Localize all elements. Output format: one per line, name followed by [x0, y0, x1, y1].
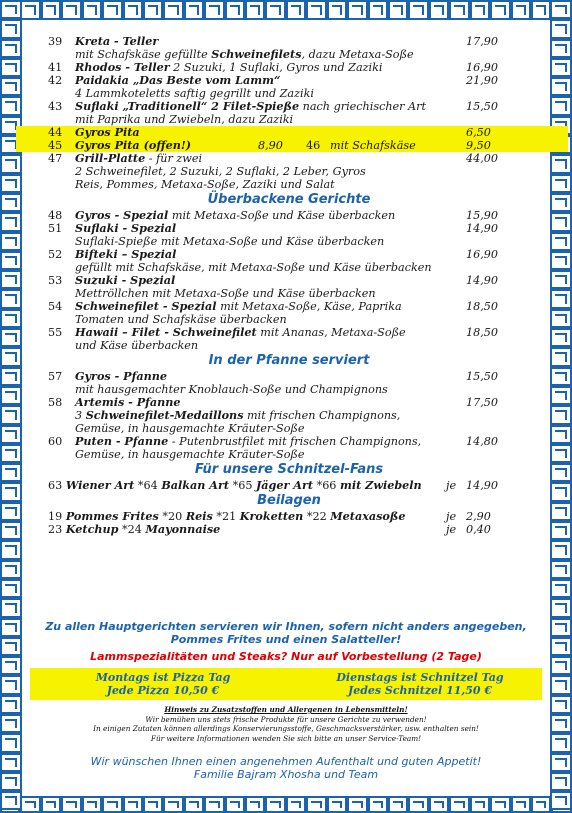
greek-key-tile — [0, 251, 22, 270]
item-price: 21,90 — [466, 74, 499, 87]
greek-key-tile — [0, 637, 22, 656]
item-name-suffix: Spezial — [130, 273, 176, 287]
item-description: 2 Schweinefilet, 2 Suzuki, 2 Suflaki, 2 Leber, Gyros — [75, 165, 366, 178]
greek-key-tile — [0, 309, 22, 328]
item-name: Wiener Art — [65, 478, 135, 492]
greek-key-tile — [306, 796, 326, 813]
greek-key-tile — [0, 656, 22, 675]
greek-key-tile — [225, 796, 245, 813]
greek-key-tile — [204, 796, 224, 813]
greek-key-tile — [550, 791, 572, 810]
border-top — [0, 0, 572, 20]
greek-key-tile — [0, 0, 22, 19]
greek-key-tile — [550, 39, 572, 58]
greek-key-tile — [265, 796, 285, 813]
greek-key-tile — [0, 405, 22, 424]
greek-key-tile — [204, 0, 224, 20]
item-name: Kroketten — [239, 509, 304, 523]
greek-key-tile — [0, 270, 22, 289]
item-name: Artemis — [75, 395, 125, 409]
tagesangebote-box — [30, 668, 542, 700]
item-name: Bifteki — [75, 247, 118, 261]
item-price: 18,50 — [466, 326, 499, 339]
item-name: Hawaii — [75, 325, 119, 339]
greek-key-tile — [20, 796, 40, 813]
item-description: mit Schafskäse gefüllte Schweinefilets, dazu Metaxa-Soße — [75, 47, 414, 61]
item-number: 48 — [48, 209, 63, 222]
greek-key-tile — [0, 463, 22, 482]
closing-greeting: Wir wünschen Ihnen einen angenehmen Aufenthalt und guten Appetit! Familie Bajram Xhosha und Team — [90, 755, 482, 781]
greek-key-tile — [531, 0, 551, 20]
menu-group-teller — [48, 35, 530, 126]
item-price: 14,90 — [466, 479, 499, 492]
greek-key-tile — [163, 796, 183, 813]
greek-key-tile — [347, 796, 367, 813]
item-je: je — [446, 479, 457, 492]
greek-key-tile — [470, 0, 490, 20]
greek-key-tile — [550, 598, 572, 617]
greek-key-tile — [245, 0, 265, 20]
greek-key-tile — [550, 695, 572, 714]
item-name: Balkan Art — [161, 478, 230, 492]
item-price: 14,90 — [466, 222, 499, 235]
greek-key-tile — [550, 502, 572, 521]
item-description: gefüllt mit Schafskäse, mit Metaxa-Soße und Käse überbacken — [75, 261, 432, 274]
greek-key-tile — [123, 0, 143, 20]
greek-key-tile — [550, 367, 572, 386]
menu-item — [48, 35, 530, 61]
greek-key-tile — [0, 19, 22, 38]
greek-key-tile — [143, 796, 163, 813]
item-name: Schweinefilet — [75, 299, 159, 313]
item-name: Reis — [185, 509, 213, 523]
greek-key-tile — [143, 0, 163, 20]
greek-key-tile — [490, 0, 510, 20]
item-number: 60 — [48, 435, 63, 448]
greek-key-tile — [0, 174, 22, 193]
menu-item — [48, 274, 530, 300]
greek-key-tile — [265, 0, 285, 20]
greek-key-tile — [327, 0, 347, 20]
item-number: 46 — [306, 139, 321, 152]
greek-key-tile — [245, 796, 265, 813]
greek-key-tile — [550, 772, 572, 791]
item-price: 9,50 — [466, 139, 491, 152]
menu-item — [48, 396, 530, 435]
menu-item — [48, 510, 530, 523]
item-number: 58 — [48, 396, 63, 409]
greek-key-tile — [0, 367, 22, 386]
greek-key-tile — [0, 482, 22, 501]
greek-key-tile — [0, 502, 22, 521]
item-description: Suflaki-Spieße mit Metaxa-Soße und Käse überbacken — [75, 235, 385, 248]
greek-key-tile — [368, 796, 388, 813]
greek-key-tile — [550, 154, 572, 173]
item-separator: - — [158, 299, 172, 313]
greek-key-tile — [388, 796, 408, 813]
greek-key-tile — [429, 0, 449, 20]
item-price: 6,50 — [466, 126, 491, 139]
item-name: Gyros — [75, 369, 111, 383]
greek-key-tile — [490, 796, 510, 813]
item-name-suffix: Teller — [122, 34, 159, 48]
item-number: *65 — [232, 479, 253, 492]
item-separator: - — [117, 273, 131, 287]
hauptgerichte-note: Zu allen Hauptgerichten servieren wir Ihnen, sofern nicht anders angegeben, — [45, 620, 527, 633]
menu-item — [48, 74, 530, 100]
greek-key-tile — [102, 0, 122, 20]
greek-key-tile — [550, 309, 572, 328]
menu-item — [48, 300, 530, 326]
greek-key-tile — [550, 463, 572, 482]
footer-info — [22, 620, 550, 663]
item-separator: - — [111, 434, 125, 448]
item-name-suffix: Pfanne — [123, 369, 168, 383]
item-description: Gemüse, in hausgemachte Kräuter-Soße — [75, 448, 305, 461]
item-separator: - — [110, 208, 124, 222]
greek-key-tile — [550, 77, 572, 96]
greek-key-tile — [368, 0, 388, 20]
greek-key-tile — [102, 796, 122, 813]
greek-key-tile — [0, 772, 22, 791]
greek-key-tile — [429, 796, 449, 813]
item-number: 42 — [48, 74, 63, 87]
greek-key-tile — [550, 560, 572, 579]
menu-content — [48, 35, 530, 536]
item-number: 55 — [48, 326, 63, 339]
greek-key-tile — [0, 444, 22, 463]
item-price: 2,90 — [466, 510, 491, 523]
item-name: Suflaki — [75, 221, 119, 235]
greek-key-tile — [550, 425, 572, 444]
menu-item: 45 Gyros Pita (offen!) 8,90 46 mit Schafskäse 9,50 — [48, 138, 491, 152]
item-name: Gyros Pita — [75, 125, 140, 139]
section-title-schnitzel: Für unsere Schnitzel-Fans — [194, 462, 384, 477]
item-name: Ketchup — [65, 522, 119, 536]
item-price: 0,40 — [466, 523, 491, 536]
greek-key-tile — [0, 791, 22, 810]
menu-item — [48, 326, 530, 352]
greek-key-tile — [306, 0, 326, 20]
item-number: *24 — [122, 523, 142, 536]
greek-key-tile — [550, 58, 572, 77]
item-name-suffix: Filet - Schweinefilet — [131, 325, 257, 339]
greek-key-tile — [550, 212, 572, 231]
greek-key-tile — [0, 540, 22, 559]
greek-key-tile — [184, 0, 204, 20]
item-price: 17,50 — [466, 396, 499, 409]
greek-key-tile — [20, 0, 40, 20]
greek-key-tile — [550, 289, 572, 308]
greek-key-tile — [123, 796, 143, 813]
border-right — [550, 0, 572, 813]
item-number: 19 — [48, 510, 63, 523]
item-separator: - — [110, 369, 124, 383]
item-description: mit Paprika und Zwiebeln, dazu Zaziki — [75, 113, 294, 126]
item-price: 16,90 — [466, 248, 499, 261]
item-number: 52 — [48, 248, 63, 261]
item-name: Grill-Platte — [75, 151, 146, 165]
item-number: 39 — [48, 35, 63, 48]
item-description: Tomaten und Schafskäse überbacken — [75, 313, 287, 326]
greek-key-tile — [550, 521, 572, 540]
item-name: Gyros — [75, 208, 111, 222]
menu-group-beilagen — [48, 510, 530, 536]
greek-key-tile — [550, 733, 572, 752]
greek-key-tile — [82, 796, 102, 813]
greek-key-tile — [550, 96, 572, 115]
item-price: 15,90 — [466, 209, 499, 222]
greek-key-tile — [0, 618, 22, 637]
greek-key-tile — [0, 695, 22, 714]
item-number: 54 — [48, 300, 63, 313]
item-name: Rhodos — [75, 60, 122, 74]
greek-key-tile — [550, 251, 572, 270]
greek-key-tile — [61, 796, 81, 813]
greek-key-tile — [0, 289, 22, 308]
greek-key-tile — [0, 579, 22, 598]
menu-group-schnitzel — [48, 479, 530, 492]
greek-key-tile — [531, 796, 551, 813]
item-number: *66 — [316, 479, 337, 492]
greek-key-tile — [0, 154, 22, 173]
greek-key-tile — [0, 675, 22, 694]
item-price: 18,50 — [466, 300, 499, 313]
item-description: mit hausgemachter Knoblauch-Soße und Champignons — [75, 383, 388, 396]
greek-key-tile — [550, 328, 572, 347]
item-separator: – — [117, 247, 132, 261]
item-separator: - — [110, 34, 123, 48]
greek-key-tile — [163, 0, 183, 20]
greek-key-tile — [82, 0, 102, 20]
greek-key-tile — [550, 618, 572, 637]
section-title-pfanne: In der Pfanne serviert — [208, 353, 370, 368]
item-name-suffix: Pfanne — [136, 395, 181, 409]
item-number: *21 — [216, 510, 237, 523]
greek-key-tile — [0, 212, 22, 231]
section-title-ueberbacken: Überbackene Gerichte — [207, 192, 371, 207]
item-price: 15,50 — [466, 100, 499, 113]
greek-key-tile — [41, 796, 61, 813]
greek-key-tile — [550, 714, 572, 733]
greek-key-tile — [0, 598, 22, 617]
item-je: je — [446, 510, 457, 523]
item-je: je — [446, 523, 457, 536]
greek-key-tile — [0, 425, 22, 444]
greek-key-tile — [0, 521, 22, 540]
greek-key-tile — [0, 347, 22, 366]
menu-item: 44 Gyros Pita 6,50 — [48, 125, 491, 139]
greek-key-tile — [0, 560, 22, 579]
greek-key-tile — [408, 796, 428, 813]
item-description: mit Ananas, Metaxa-Soße — [256, 326, 406, 339]
item-separator: - — [118, 221, 132, 235]
greek-key-tile — [0, 733, 22, 752]
menu-item-platte: 47 Grill-Platte - für zwei 44,00 2 Schweinefilet, 2 Suzuki, 2 Suflaki, 2 Leber, Gyros Reis, Pommes, Metaxa-Soße, Zaziki und Salat — [48, 152, 530, 191]
item-separator: - — [121, 60, 134, 74]
greek-key-tile — [550, 193, 572, 212]
greek-key-tile — [550, 579, 572, 598]
greek-key-tile — [0, 96, 22, 115]
menu-item — [48, 248, 530, 274]
menu-item — [48, 479, 530, 492]
menu-item — [48, 370, 530, 396]
greek-key-tile — [0, 386, 22, 405]
greek-key-tile — [327, 796, 347, 813]
greek-key-tile — [550, 0, 572, 19]
greek-key-tile — [0, 753, 22, 772]
item-separator: - — [124, 395, 137, 409]
menu-item — [48, 222, 530, 248]
greek-key-tile — [550, 637, 572, 656]
greek-key-tile — [0, 58, 22, 77]
item-description: nach griechischer Art — [299, 100, 426, 113]
menu-group-ueberbacken — [48, 209, 530, 352]
greek-key-tile — [550, 675, 572, 694]
item-price: 14,90 — [466, 274, 499, 287]
greek-key-tile — [286, 0, 306, 20]
greek-key-tile — [449, 796, 469, 813]
greek-key-tile — [550, 19, 572, 38]
item-number: 43 — [48, 100, 63, 113]
item-name-suffix: Teller — [133, 60, 170, 74]
greek-key-tile — [511, 796, 531, 813]
greek-key-tile — [470, 796, 490, 813]
item-description: 2 Suzuki, 1 Suflaki, Gyros und Zaziki — [169, 61, 383, 74]
greek-key-tile — [0, 328, 22, 347]
greek-key-tile — [550, 174, 572, 193]
item-name-suffix: Spezial — [131, 221, 177, 235]
lamm-notice: Lammspezialitäten und Steaks? Nur auf Vorbestellung (2 Tage) — [90, 650, 482, 663]
greek-key-tile — [550, 270, 572, 289]
greek-key-tile — [0, 77, 22, 96]
item-name-suffix: Pfanne — [124, 434, 169, 448]
item-name: Puten — [75, 434, 112, 448]
item-description: mit Schafskäse — [330, 139, 416, 152]
item-number: 63 — [48, 479, 63, 492]
allergen-notes: Hinweis zu Zusatzstoffen und Allergenen in Lebensmitteln! Wir bemühen uns stets frische Produkte für unsere Gerichte zu verwenden! In einigen Zutaten können allerdings Konservierungsstoffe, Geschmacksverstärker, usw. enthalten sein! Für weitere Informationen wenden Sie sich bitte an unser Service-Team! — [93, 705, 479, 743]
item-number: *20 — [162, 510, 183, 523]
item-name-suffix: Spezial — [171, 299, 217, 313]
greek-key-tile — [550, 405, 572, 424]
menu-group-pfanne — [48, 370, 530, 461]
hauptgerichte-note: Pommes Frites und einen Salatteller! — [170, 633, 402, 646]
item-description: 3 Schweinefilet-Medaillons mit frischen Champignons, — [75, 408, 401, 422]
greek-key-tile — [449, 0, 469, 20]
greek-key-tile — [550, 386, 572, 405]
greek-key-tile — [550, 232, 572, 251]
greek-key-tile — [511, 0, 531, 20]
item-name: Suflaki „Traditionell“ 2 Filet-Spieße — [75, 99, 300, 113]
border-bottom — [0, 796, 572, 813]
item-name: mit Zwiebeln — [340, 478, 422, 492]
greek-key-tile — [388, 0, 408, 20]
item-name: Paidakia „Das Beste vom Lamm“ — [75, 73, 281, 87]
menu-item — [48, 100, 530, 126]
item-description: Mettröllchen mit Metaxa-Soße und Käse überbacken — [75, 287, 376, 300]
item-name-suffix: Spezial — [123, 208, 169, 222]
item-description: und Käse überbacken — [75, 339, 199, 352]
item-number: 57 — [48, 370, 63, 383]
greek-key-tile — [550, 540, 572, 559]
item-number: 23 — [48, 523, 63, 536]
greek-key-tile — [0, 193, 22, 212]
greek-key-tile — [408, 0, 428, 20]
greek-key-tile — [286, 796, 306, 813]
pita-highlight — [16, 126, 568, 152]
item-description: - Putenbrustfilet mit frischen Champignons, — [168, 435, 422, 448]
item-name: Kreta — [75, 34, 111, 48]
item-price: 8,90 — [258, 139, 283, 152]
item-description: 4 Lammkoteletts saftig gegrillt und Zaziki — [75, 87, 314, 100]
greek-key-tile — [0, 39, 22, 58]
item-number: *22 — [306, 510, 327, 523]
item-name: Metaxasoße — [330, 509, 406, 523]
item-description: mit Metaxa-Soße und Käse überbacken — [168, 209, 396, 222]
menu-item — [48, 435, 530, 461]
greek-key-tile — [0, 232, 22, 251]
greek-key-tile — [61, 0, 81, 20]
item-price: 14,80 — [466, 435, 499, 448]
item-number: 53 — [48, 274, 63, 287]
montag-offer: Montags ist Pizza Tag Jede Pizza 10,50 € — [95, 671, 231, 697]
item-name-suffix: Spezial — [131, 247, 177, 261]
greek-key-tile — [550, 347, 572, 366]
item-price: 15,50 — [466, 370, 499, 383]
item-price: 17,90 — [466, 35, 499, 48]
border-left — [0, 0, 22, 813]
item-description: Gemüse, in hausgemachte Kräuter-Soße — [75, 422, 305, 435]
dienstag-offer: Dienstags ist Schnitzel Tag Jedes Schnitzel 11,50 € — [336, 671, 504, 697]
item-separator: – — [118, 325, 132, 339]
greek-key-tile — [0, 714, 22, 733]
greek-key-tile — [225, 0, 245, 20]
greek-key-tile — [347, 0, 367, 20]
item-price: 44,00 — [466, 152, 499, 165]
item-price: 16,90 — [466, 61, 499, 74]
item-description: mit Metaxa-Soße, Käse, Paprika — [216, 300, 402, 313]
item-number: *64 — [137, 479, 158, 492]
greek-key-tile — [550, 482, 572, 501]
item-number: 41 — [48, 61, 63, 74]
greek-key-tile — [184, 796, 204, 813]
item-name: Jäger Art — [256, 478, 314, 492]
item-number: 51 — [48, 222, 63, 235]
greek-key-tile — [550, 656, 572, 675]
item-description: Reis, Pommes, Metaxa-Soße, Zaziki und Salat — [75, 178, 335, 191]
item-name: Gyros Pita (offen!) — [75, 138, 192, 152]
greek-key-tile — [550, 444, 572, 463]
section-title-beilagen: Beilagen — [257, 493, 321, 508]
item-name: Mayonnaise — [145, 522, 221, 536]
item-name: Pommes Frites — [65, 509, 159, 523]
greek-key-tile — [41, 0, 61, 20]
menu-item — [48, 523, 530, 536]
item-name: Suzuki — [75, 273, 118, 287]
greek-key-tile — [550, 753, 572, 772]
